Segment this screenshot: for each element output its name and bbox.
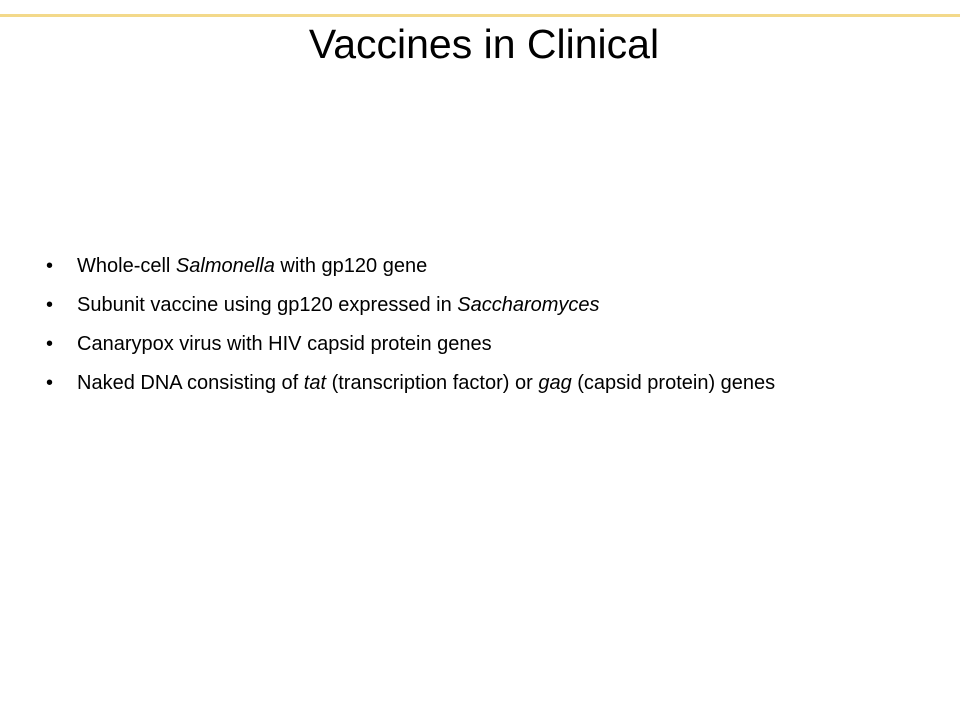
italic-term: tat [303, 372, 327, 394]
text-segment: Subunit vaccine using gp120 expressed in [77, 294, 458, 316]
bullet-marker: • [46, 372, 54, 394]
slide-title: Vaccines in Clinical [308, 21, 660, 67]
bullet-item [46, 254, 876, 279]
text-segment: (transcription factor) or [326, 372, 539, 394]
bullet-item [46, 293, 876, 318]
text-segment: Whole-cell [77, 255, 176, 277]
bullet-text [77, 372, 775, 394]
bullet-marker: • [46, 255, 54, 277]
text-segment: Naked DNA consisting of [77, 372, 304, 394]
italic-term: Salmonella [175, 255, 275, 277]
bullet-text [77, 294, 600, 316]
text-segment: with gp120 gene [274, 255, 428, 277]
italic-term: Saccharomyces [457, 294, 600, 316]
bullet-item [46, 371, 876, 396]
bullet-item [46, 332, 876, 357]
italic-term: gag [538, 372, 572, 394]
bullet-text [77, 333, 492, 355]
text-segment: (capsid protein) genes [571, 372, 776, 394]
bullet-marker: • [46, 333, 54, 355]
bullet-text [77, 255, 427, 277]
bullet-marker: • [46, 294, 54, 316]
bullet-list [46, 254, 876, 410]
text-segment: Canarypox virus with HIV capsid protein genes [77, 333, 492, 355]
